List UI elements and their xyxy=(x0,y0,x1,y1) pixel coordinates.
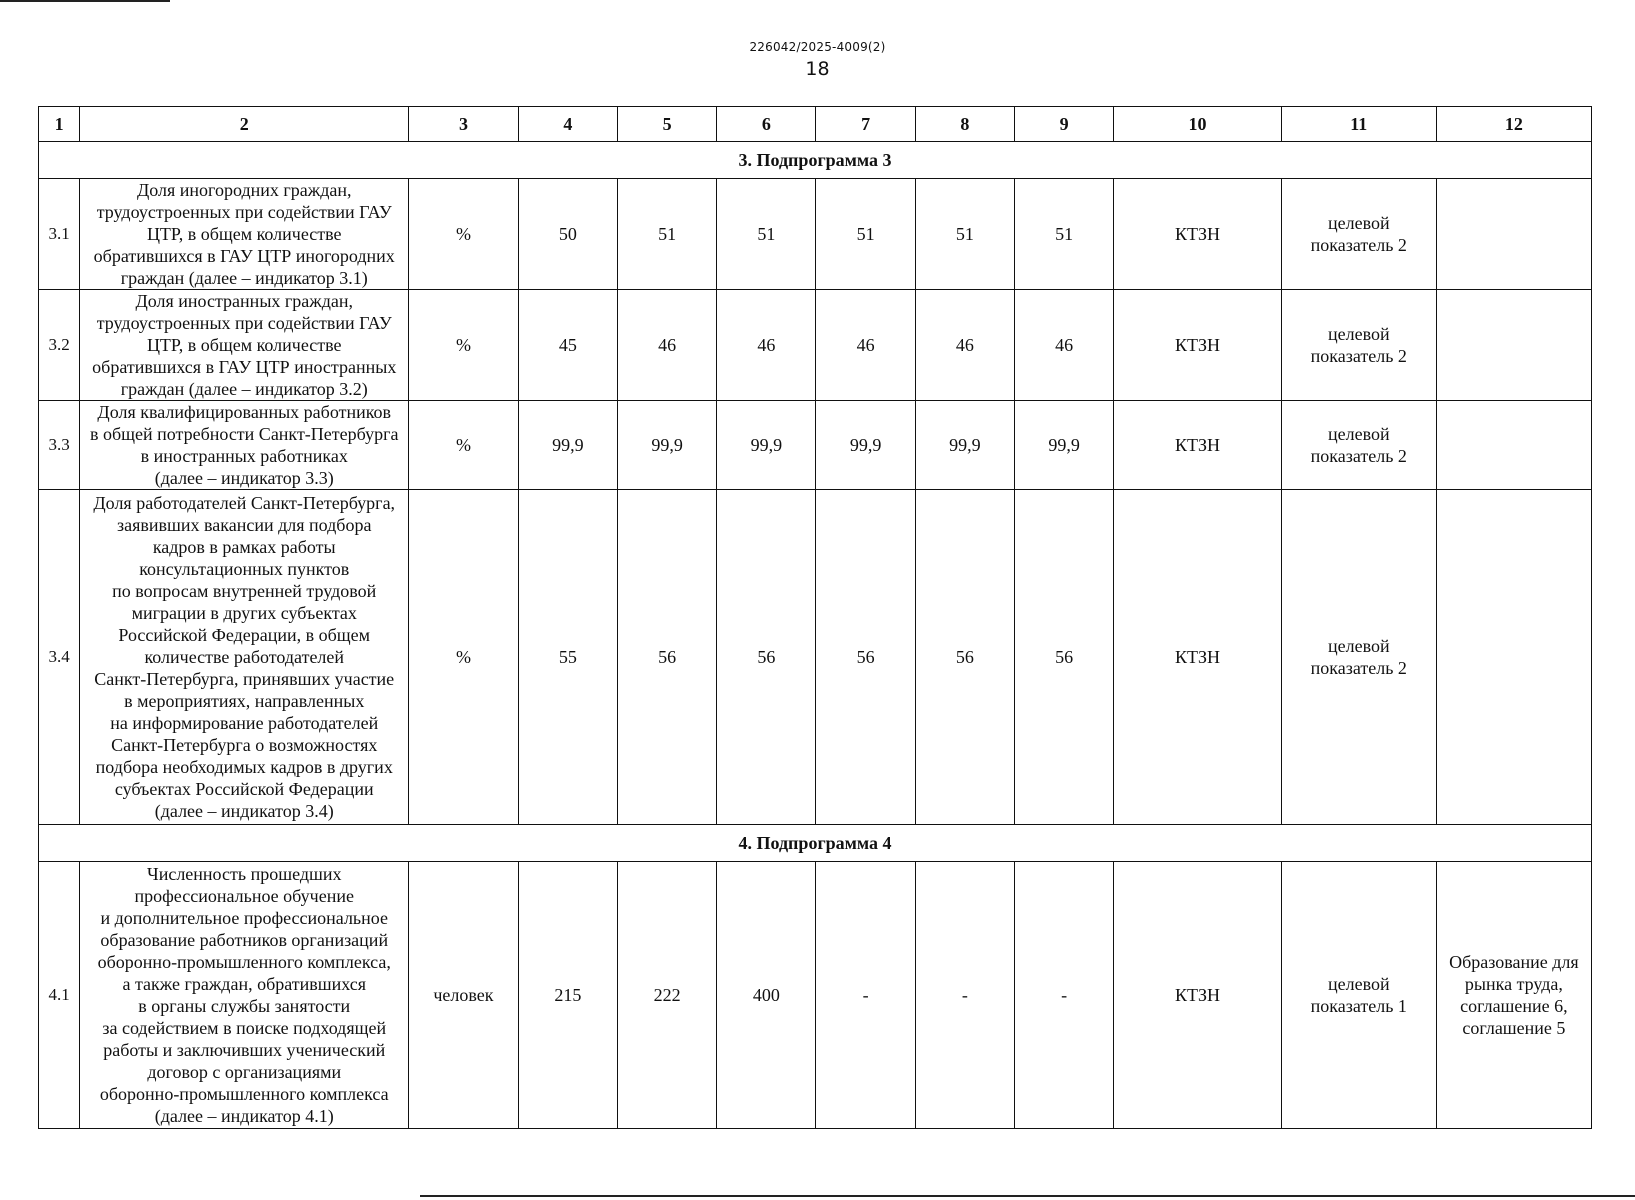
value-cell: 56 xyxy=(1014,490,1113,825)
indicator-description: Доля иногородних граждан, трудоустроенных при содействии ГАУ ЦТР, в общем количестве обратившихся в ГАУ ЦТР иногородних граждан (далее – индикатор 3.1) xyxy=(80,179,409,290)
unit-cell: % xyxy=(409,401,519,490)
value-cell: 99,9 xyxy=(816,401,915,490)
column-header: 5 xyxy=(617,107,716,142)
column-header: 6 xyxy=(717,107,816,142)
value-cell: 99,9 xyxy=(1014,401,1113,490)
value-cell: 99,9 xyxy=(915,401,1014,490)
responsible-cell: КТЗН xyxy=(1114,179,1282,290)
section-title: 3. Подпрограмма 3 xyxy=(39,142,1592,179)
table-row xyxy=(39,401,1592,490)
value-cell: 45 xyxy=(518,290,617,401)
value-cell: - xyxy=(1014,862,1113,1129)
value-cell: 99,9 xyxy=(717,401,816,490)
value-cell: 46 xyxy=(717,290,816,401)
responsible-cell: КТЗН xyxy=(1114,290,1282,401)
scan-edge-line-top xyxy=(0,0,170,2)
value-cell: 99,9 xyxy=(617,401,716,490)
note-cell xyxy=(1436,490,1591,825)
scan-edge-line-bottom xyxy=(420,1195,1635,1197)
value-cell: 46 xyxy=(915,290,1014,401)
value-cell: - xyxy=(915,862,1014,1129)
target-indicator-cell: целевой показатель 1 xyxy=(1281,862,1436,1129)
indicator-description: Доля работодателей Санкт-Петербурга, заявивших вакансии для подбора кадров в рамках работы консультационных пунктов по вопросам внутренней трудовой миграции в других субъектах Российской Федерации, в общем количестве работодателей Санкт-Петербурга, принявших участие в мероприятиях, направленных на информирование работодателей Санкт-Петербурга о возможностях подбора необходимых кадров в других субъектах Российской Федерации (далее – индикатор 3.4) xyxy=(80,490,409,825)
value-cell: 56 xyxy=(915,490,1014,825)
note-cell xyxy=(1436,179,1591,290)
row-id: 3.3 xyxy=(39,401,80,490)
value-cell: 51 xyxy=(915,179,1014,290)
value-cell: 215 xyxy=(518,862,617,1129)
value-cell: 56 xyxy=(617,490,716,825)
unit-cell: % xyxy=(409,490,519,825)
target-indicator-cell: целевой показатель 2 xyxy=(1281,290,1436,401)
section-header-row xyxy=(39,142,1592,179)
column-header: 3 xyxy=(409,107,519,142)
table-row xyxy=(39,490,1592,825)
value-cell: 400 xyxy=(717,862,816,1129)
table-row xyxy=(39,862,1592,1129)
section-title: 4. Подпрограмма 4 xyxy=(39,825,1592,862)
column-header: 7 xyxy=(816,107,915,142)
value-cell: 51 xyxy=(717,179,816,290)
unit-cell: человек xyxy=(409,862,519,1129)
page-number: 18 xyxy=(805,58,830,80)
value-cell: 56 xyxy=(717,490,816,825)
column-header: 1 xyxy=(39,107,80,142)
column-header: 9 xyxy=(1014,107,1113,142)
column-numbers-row xyxy=(39,107,1592,142)
value-cell: 50 xyxy=(518,179,617,290)
value-cell: 56 xyxy=(816,490,915,825)
value-cell: 46 xyxy=(816,290,915,401)
column-header: 2 xyxy=(80,107,409,142)
value-cell: 51 xyxy=(816,179,915,290)
value-cell: 51 xyxy=(617,179,716,290)
responsible-cell: КТЗН xyxy=(1114,490,1282,825)
indicator-description: Доля квалифицированных работников в общей потребности Санкт-Петербурга в иностранных работниках (далее – индикатор 3.3) xyxy=(80,401,409,490)
document-registration-number: 226042/2025-4009(2) xyxy=(749,40,886,54)
note-cell: Образование для рынка труда, соглашение 6, соглашение 5 xyxy=(1436,862,1591,1129)
section-header-row xyxy=(39,825,1592,862)
row-id: 3.1 xyxy=(39,179,80,290)
value-cell: 99,9 xyxy=(518,401,617,490)
value-cell: 46 xyxy=(617,290,716,401)
value-cell: - xyxy=(816,862,915,1129)
row-id: 4.1 xyxy=(39,862,80,1129)
column-header: 8 xyxy=(915,107,1014,142)
column-header: 11 xyxy=(1281,107,1436,142)
target-indicator-cell: целевой показатель 2 xyxy=(1281,490,1436,825)
table-row xyxy=(39,179,1592,290)
table-row xyxy=(39,290,1592,401)
row-id: 3.2 xyxy=(39,290,80,401)
column-header: 12 xyxy=(1436,107,1591,142)
unit-cell: % xyxy=(409,179,519,290)
responsible-cell: КТЗН xyxy=(1114,401,1282,490)
unit-cell: % xyxy=(409,290,519,401)
indicators-table xyxy=(38,106,1592,1129)
note-cell xyxy=(1436,290,1591,401)
indicator-description: Доля иностранных граждан, трудоустроенных при содействии ГАУ ЦТР, в общем количестве обратившихся в ГАУ ЦТР иностранных граждан (далее – индикатор 3.2) xyxy=(80,290,409,401)
value-cell: 51 xyxy=(1014,179,1113,290)
column-header: 10 xyxy=(1114,107,1282,142)
indicator-description: Численность прошедших профессиональное обучение и дополнительное профессиональное образование работников организаций оборонно-промышленного комплекса, а также граждан, обратившихся в органы службы занятости за содействием в поиске подходящей работы и заключивших ученический договор с организациями оборонно-промышленного комплекса (далее – индикатор 4.1) xyxy=(80,862,409,1129)
value-cell: 55 xyxy=(518,490,617,825)
target-indicator-cell: целевой показатель 2 xyxy=(1281,179,1436,290)
row-id: 3.4 xyxy=(39,490,80,825)
value-cell: 222 xyxy=(617,862,716,1129)
note-cell xyxy=(1436,401,1591,490)
target-indicator-cell: целевой показатель 2 xyxy=(1281,401,1436,490)
value-cell: 46 xyxy=(1014,290,1113,401)
responsible-cell: КТЗН xyxy=(1114,862,1282,1129)
column-header: 4 xyxy=(518,107,617,142)
